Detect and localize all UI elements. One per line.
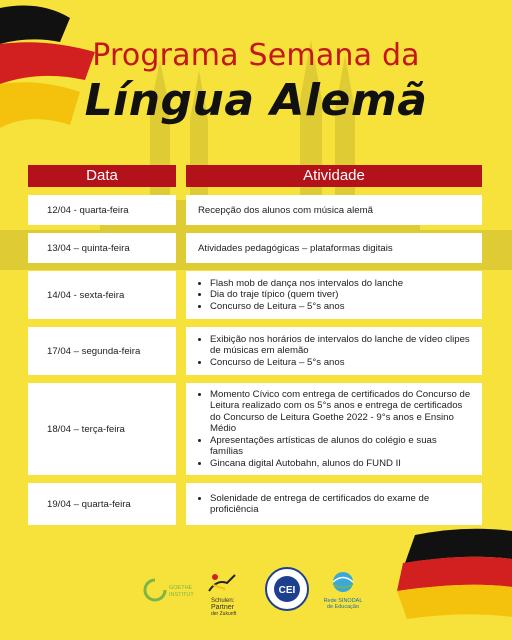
row-activity: Recepção dos alunos com música alemã	[186, 195, 482, 225]
list-item: • Dia do traje típico (quem tiver)	[210, 289, 403, 301]
row-activity: Atividades pedagógicas – plataformas digitais	[186, 233, 482, 263]
page-subtitle: Programa Semana da	[92, 38, 420, 73]
pasch-logo	[205, 571, 245, 615]
page-title: Língua Alemã	[84, 75, 428, 126]
goethe-institut-logo	[143, 577, 203, 607]
list-item: • Concurso de Leitura – 5°s anos	[210, 357, 472, 369]
pasch-logo-text: Schulen:	[211, 598, 235, 604]
activity-list	[198, 493, 472, 516]
row-activity	[186, 483, 482, 525]
rede-sinodal-logo	[318, 571, 368, 615]
row-date: 19/04 – quarta-feira	[28, 483, 176, 525]
row-date: 17/04 – segunda-feira	[28, 327, 176, 375]
list-item: • Solenidade de entrega de certificados do exame de proficiência	[210, 493, 472, 516]
table-row	[28, 483, 486, 525]
pasch-logo-text: Partner	[211, 604, 234, 611]
cei-school-seal	[265, 567, 309, 611]
list-item: • Gincana digital Autobahn, alunos do FUND II	[210, 458, 472, 470]
partner-logos	[0, 565, 512, 625]
table-row	[28, 383, 486, 475]
sinodal-globe-icon	[329, 571, 357, 593]
row-activity	[186, 383, 482, 475]
column-header-activity: Atividade	[186, 165, 482, 187]
pasch-figure-icon	[205, 571, 245, 593]
goethe-logo-text: INSTITUT	[169, 592, 194, 598]
pasch-logo-text: der Zukunft	[211, 611, 237, 617]
schedule-table	[28, 165, 486, 533]
table-row	[28, 233, 486, 263]
cei-seal-text: CEI	[278, 585, 296, 596]
title-block	[0, 38, 512, 126]
row-activity	[186, 271, 482, 319]
row-date: 18/04 – terça-feira	[28, 383, 176, 475]
activity-list	[198, 389, 472, 470]
activity-list	[198, 278, 403, 313]
table-row	[28, 195, 486, 225]
list-item: • Flash mob de dança nos intervalos do lanche	[210, 278, 403, 290]
list-item: • Momento Cívico com entrega de certificados do Concurso de Leitura realizado com os 5°s anos e entrega de certificados do Concurso de Leitura Goethe 2022 - 9°s anos e Ensino Médio	[210, 389, 472, 435]
table-row	[28, 271, 486, 319]
table-row	[28, 327, 486, 375]
list-item: • Concurso de Leitura – 5°s anos	[210, 301, 403, 313]
sinodal-logo-text: Rede SINODAL	[323, 598, 363, 604]
column-header-date: Data	[28, 165, 176, 187]
goethe-logo-text: GOETHE	[169, 585, 193, 591]
list-item: • Exibição nos horários de intervalos do lanche de vídeo clipes de músicas em alemão	[210, 334, 472, 357]
row-activity	[186, 327, 482, 375]
activity-list	[198, 334, 472, 369]
table-header	[28, 165, 486, 187]
sinodal-logo-text: de Educação	[326, 604, 360, 610]
row-date: 14/04 - sexta-feira	[28, 271, 176, 319]
row-date: 13/04 – quinta-feira	[28, 233, 176, 263]
list-item: • Apresentações artísticas de alunos do colégio e suas famílias	[210, 435, 472, 458]
row-date: 12/04 - quarta-feira	[28, 195, 176, 225]
